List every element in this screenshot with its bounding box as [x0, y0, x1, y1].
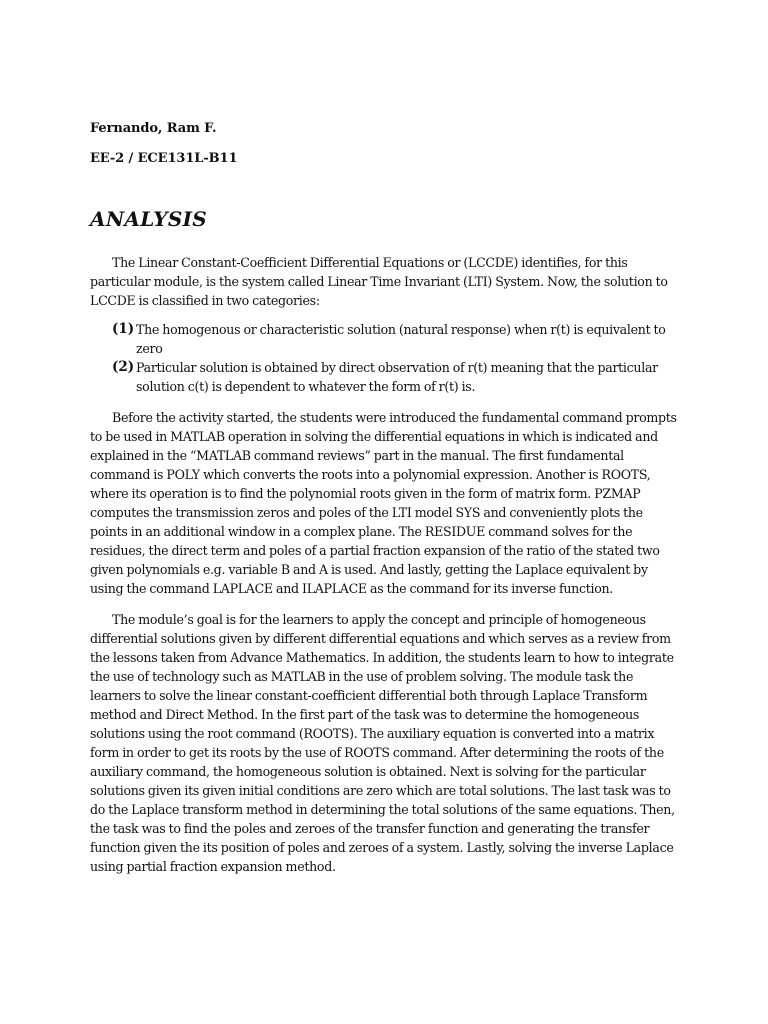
paragraph-intro: The Linear Constant-Coefficient Differential Equations or (LCCDE) identifies, for this particular module, is the system called Linear Time Invariant (LTI) System. Now, the solution to LCCDE is classified in two categories:: [90, 255, 668, 308]
list-item: [112, 358, 672, 396]
author-name: Fernando, Ram F.: [90, 121, 217, 136]
list-item-text: Particular solution is obtained by direct observation of r(t) meaning that the particular solution c(t) is dependent to whatever the form of r(t) is.: [136, 360, 658, 394]
list-item-text: The homogenous or characteristic solution (natural response) when r(t) is equivalent to zero: [136, 322, 666, 356]
course-code: EE-2 / ECE131L-B11: [90, 151, 238, 166]
list-item: [112, 320, 672, 358]
list-marker: (1): [112, 321, 135, 337]
list-marker: (2): [112, 359, 135, 375]
solution-categories-list: [112, 320, 672, 396]
paragraph-commands: Before the activity started, the students were introduced the fundamental command prompts to be used in MATLAB operation in solving the differential equations in which is indicated and explained in the “MATLAB command reviews” part in the manual. The first fundamental command is POLY which converts the roots into a polynomial expression. Another is ROOTS, where its operation is to find the polynomial roots given in the form of matrix form. PZMAP computes the transmission zeros and poles of the LTI model SYS and conveniently plots the points in an additional window in a complex plane. The RESIDUE command solves for the residues, the direct term and poles of a partial fraction expansion of the ratio of the stated two given polynomials e.g. variable B and A is used. And lastly, getting the Laplace equivalent by using the command LAPLACE and ILAPLACE as the command for its inverse function.: [90, 410, 677, 596]
paragraph-module-goal: The module’s goal is for the learners to apply the concept and principle of homogeneous differential solutions given by different differential equations and which serves as a review from the lessons taken from Advance Mathematics. In addition, the students learn to how to integrate the use of technology such as MATLAB in the use of problem solving. The module task the learners to solve the linear constant-coefficient differential both through Laplace Transform method and Direct Method. In the first part of the task was to determine the homogeneous solutions using the root command (ROOTS). The auxiliary equation is converted into a matrix form in order to get its roots by the use of ROOTS command. After determining the roots of the auxiliary command, the homogeneous solution is obtained. Next is solving for the particular solutions given its given initial conditions are zero which are total solutions. The last task was to do the Laplace transform method in determining the total solutions of the same equations. Then, the task was to find the poles and zeroes of the transfer function and generating the transfer function given the its position of poles and zeroes of a system. Lastly, solving the inverse Laplace using partial fraction expansion method.: [90, 612, 675, 874]
section-heading: ANALYSIS: [90, 207, 208, 231]
